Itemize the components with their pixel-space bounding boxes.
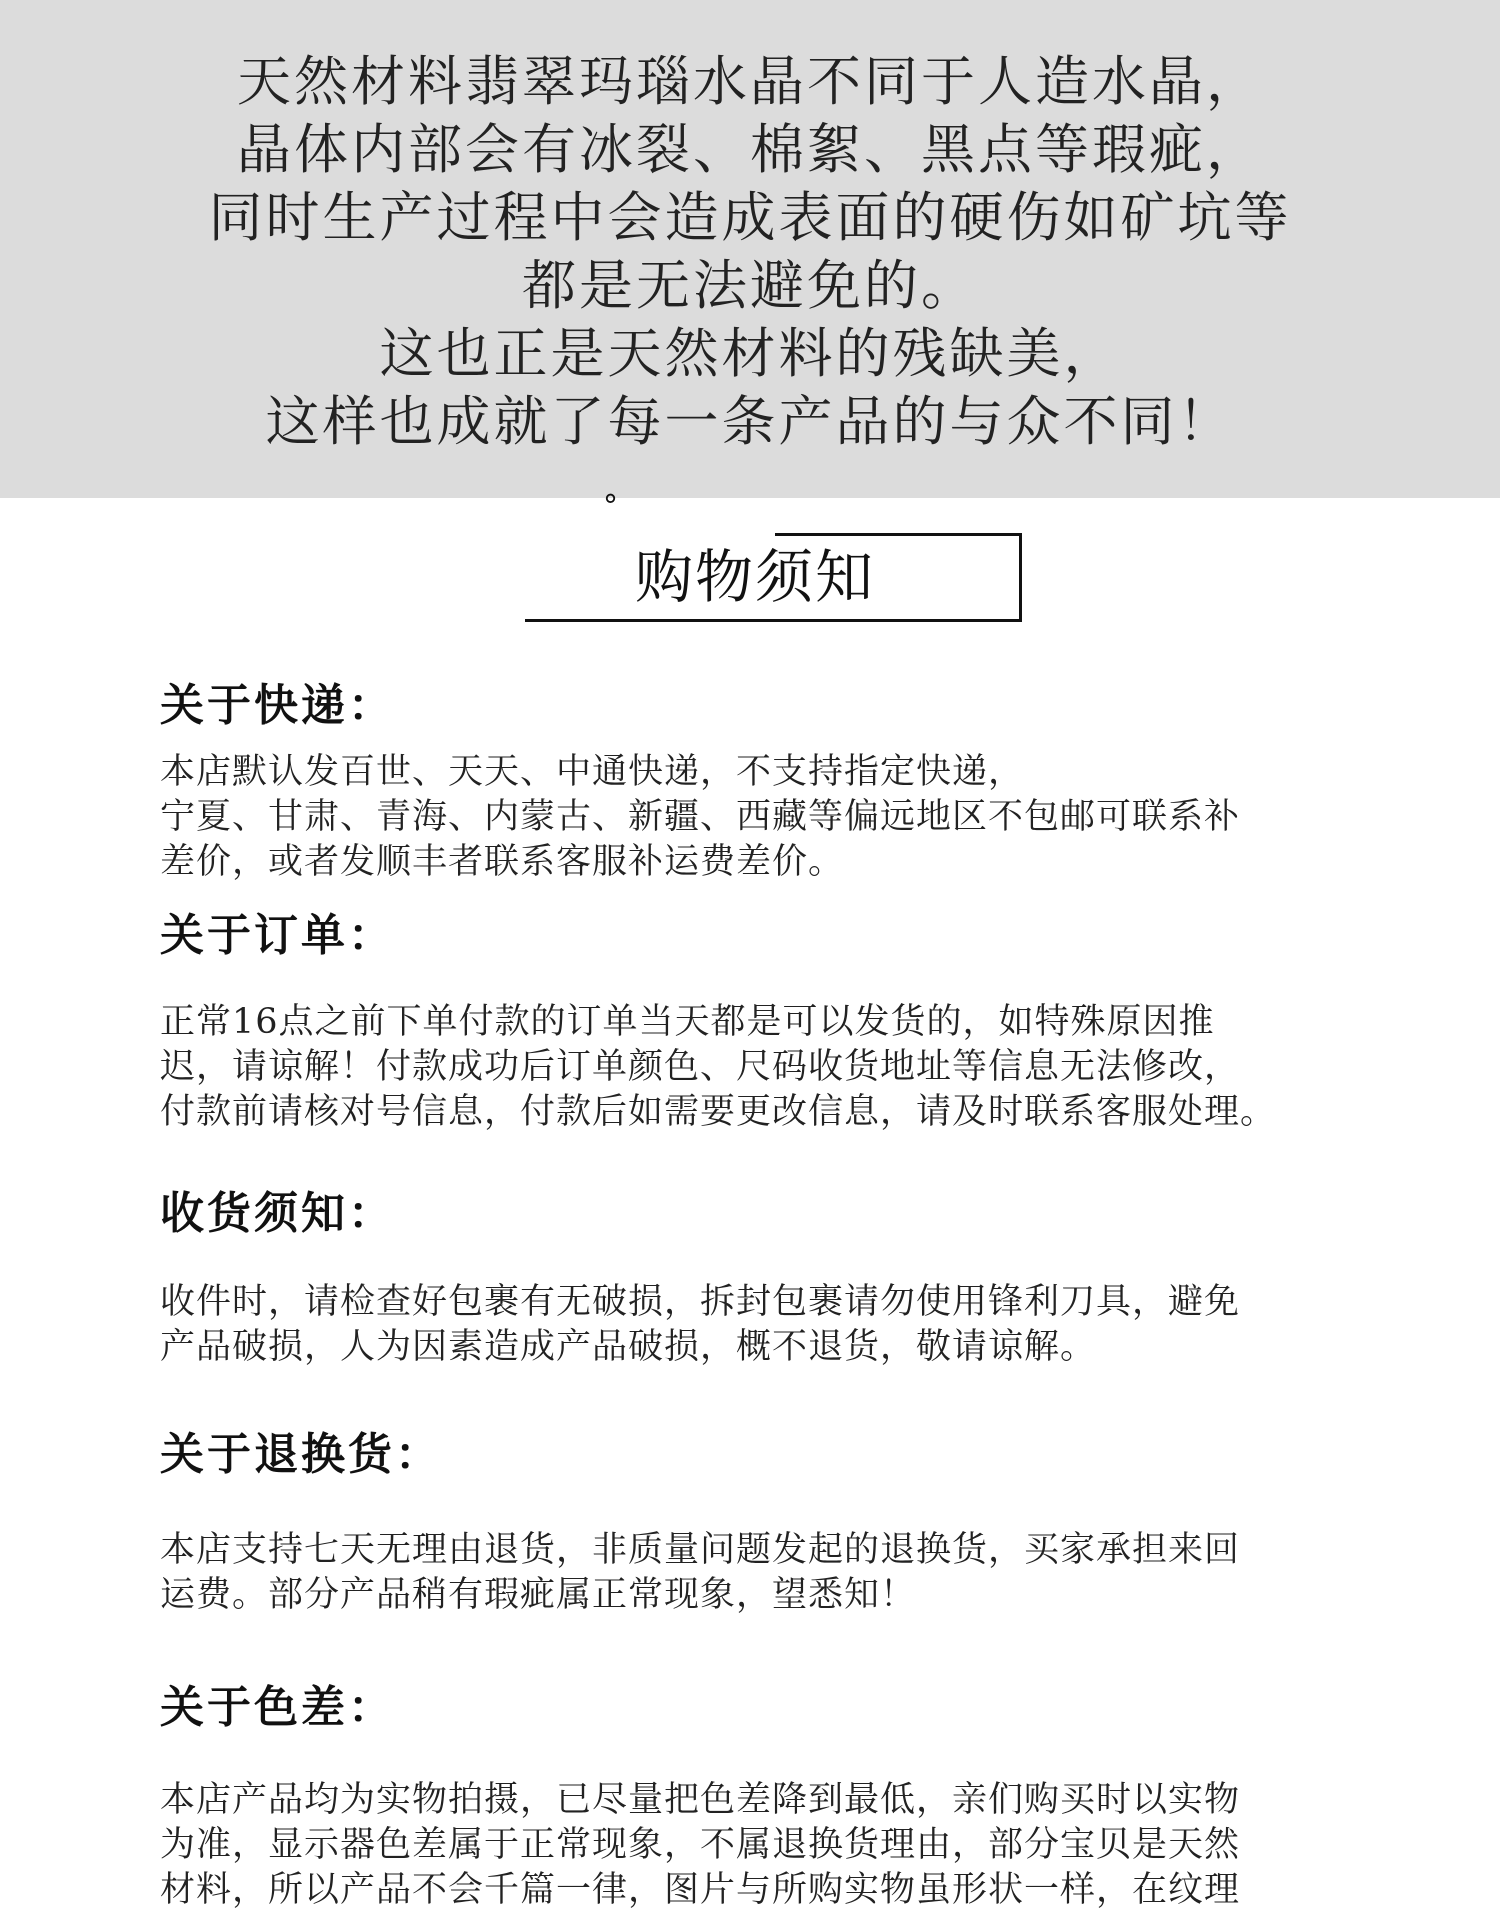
shopping-notice-title-box <box>525 489 1020 621</box>
section-line: 本店产品均为实物拍摄，已尽量把色差降到最低，亲们购买时以实物 <box>160 1780 1241 1820</box>
section-line: 收件时，请检查好包裹有无破损，拆封包裹请勿使用锋利刀具，避免 <box>160 1282 1241 1322</box>
banner-line: 天然材料翡翠玛瑙水晶不同于人造水晶， <box>237 50 1263 113</box>
intro-banner <box>0 0 1500 498</box>
title-frame-top <box>775 533 1022 536</box>
section-line: 为准，显示器色差属于正常现象，不属退换货理由，部分宝贝是天然 <box>160 1825 1241 1865</box>
section-line: 材料，所以产品不会千篇一律，图片与所购实物虽形状一样，在纹理 <box>160 1870 1241 1910</box>
section-line: 正常16点之前下单付款的订单当天都是可以发货的，如特殊原因推 <box>160 1002 1215 1042</box>
section-line: 本店默认发百世、天天、中通快递，不支持指定快递， <box>160 752 1025 792</box>
section-line: 差价，或者发顺丰者联系客服补运费差价。 <box>160 842 845 882</box>
section-line: 本店支持七天无理由退货，非质量问题发起的退换货，买家承担来回 <box>160 1530 1241 1570</box>
banner-line: 这也正是天然材料的残缺美， <box>379 322 1121 385</box>
section-line: 迟，请谅解！付款成功后订单颜色、尺码收货地址等信息无法修改， <box>160 1047 1241 1087</box>
decorative-dot-icon: ° <box>603 489 618 524</box>
section-line: 运费。部分产品稍有瑕疵属正常现象，望悉知！ <box>160 1575 917 1615</box>
section-line: 付款前请核对号信息，付款后如需要更改信息，请及时联系客服处理。 <box>160 1092 1277 1132</box>
banner-line: 这样也成就了每一条产品的与众不同！ <box>265 390 1235 453</box>
section-heading-returns: 关于退换货： <box>160 1429 442 1480</box>
section-line: 产品破损，人为因素造成产品破损，概不退货，敬请谅解。 <box>160 1327 1097 1367</box>
title-frame-bottom <box>525 619 1020 622</box>
banner-line: 同时生产过程中会造成表面的硬伤如矿坑等 <box>208 186 1292 249</box>
title-frame-right <box>1019 533 1022 622</box>
section-heading-orders: 关于订单： <box>160 910 395 961</box>
section-body-color-difference <box>160 1778 1400 1913</box>
section-heading-receiving: 收货须知： <box>160 1188 395 1239</box>
section-heading-shipping: 关于快递： <box>160 680 395 731</box>
banner-line: 都是无法避免的。 <box>522 254 978 317</box>
section-body-shipping <box>160 750 1400 885</box>
section-body-returns <box>160 1528 1400 1618</box>
banner-line: 晶体内部会有冰裂、棉絮、黑点等瑕疵， <box>237 118 1263 181</box>
section-line: 宁夏、甘肃、青海、内蒙古、新疆、西藏等偏远地区不包邮可联系补 <box>160 797 1241 837</box>
section-body-receiving <box>160 1280 1400 1370</box>
page-title: 购物须知 <box>635 543 876 611</box>
section-heading-color-difference: 关于色差： <box>160 1682 395 1733</box>
section-body-orders <box>160 1000 1400 1135</box>
